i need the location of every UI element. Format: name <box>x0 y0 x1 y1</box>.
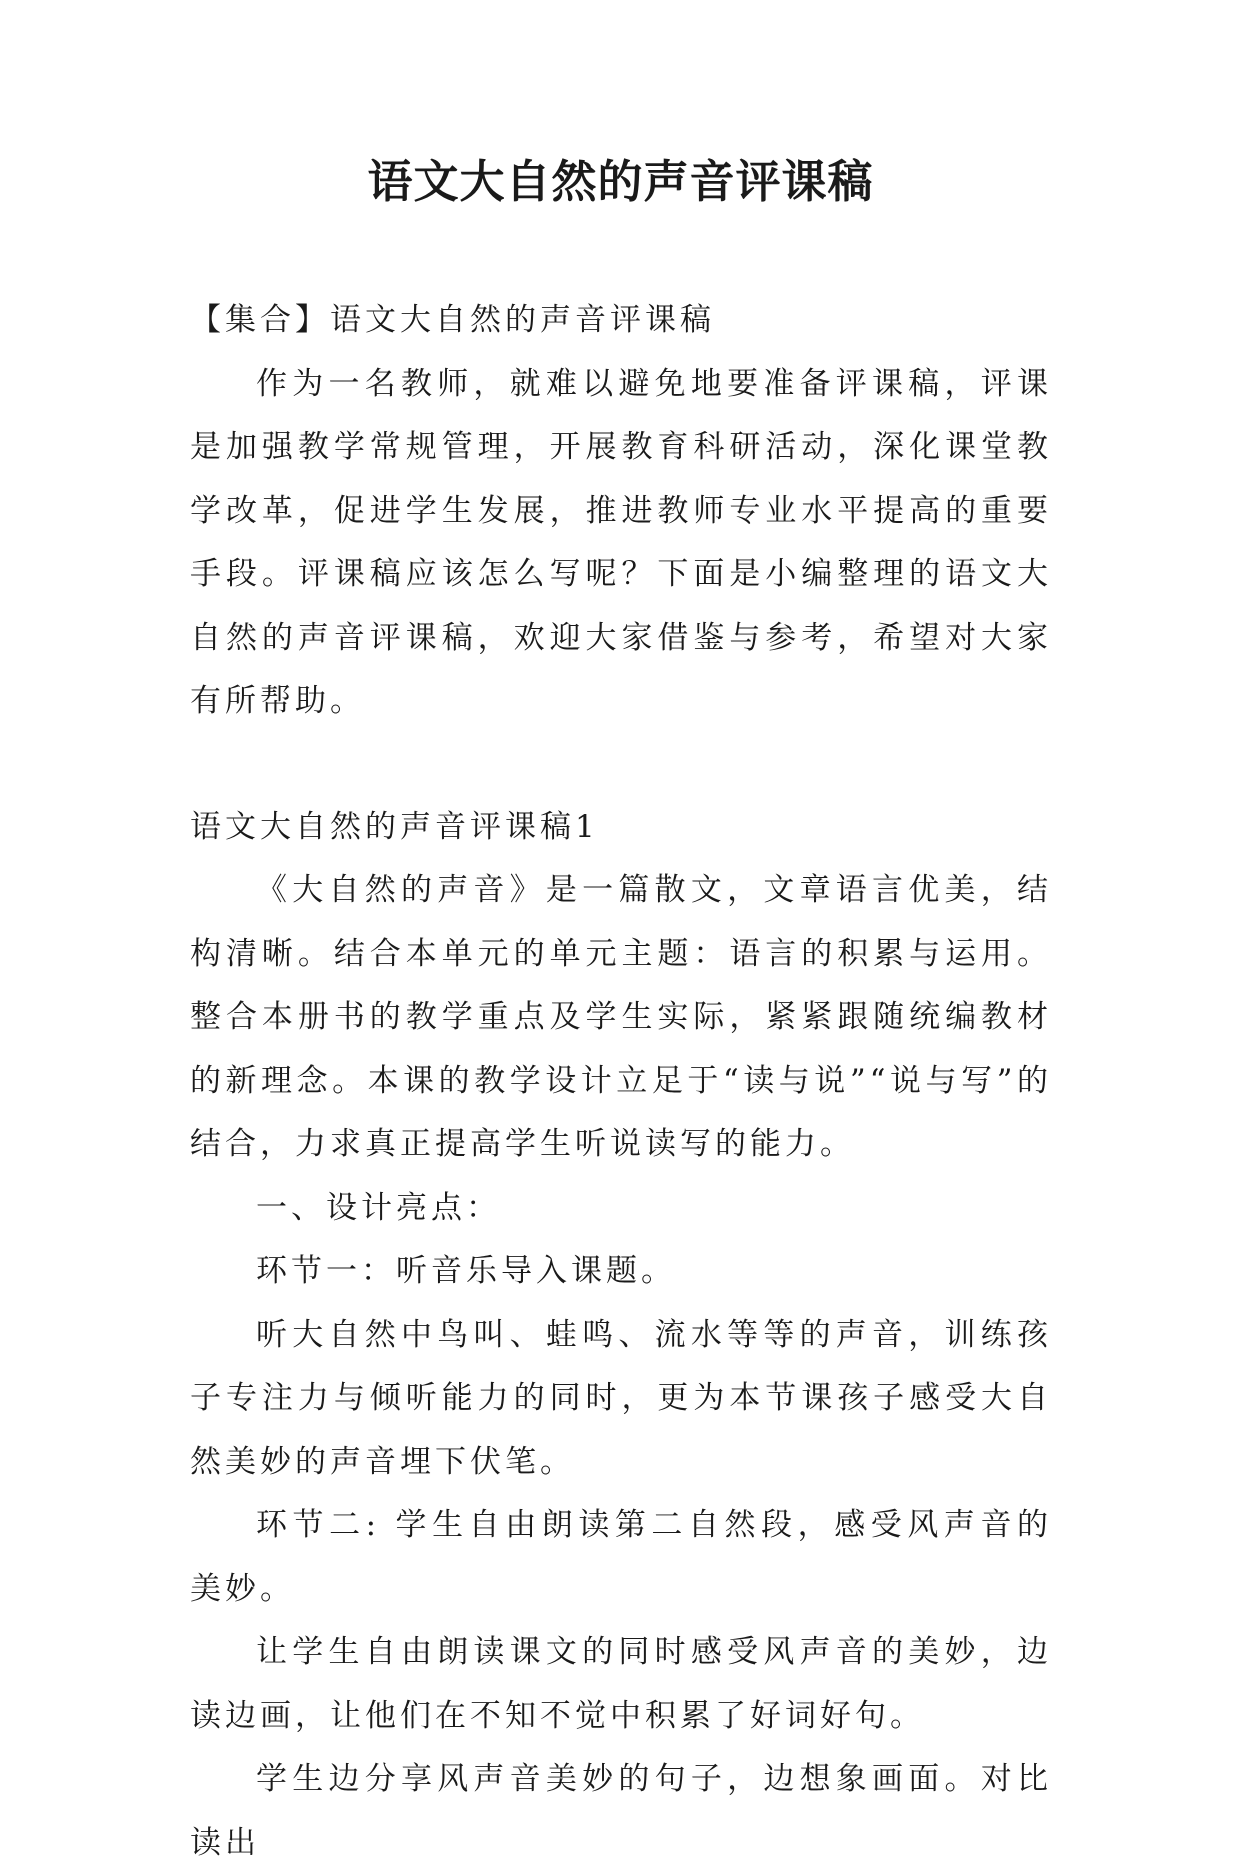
document-body <box>190 289 1052 1875</box>
body-paragraph: 让学生自由朗读课文的同时感受风声音的美妙，边读边画，让他们在不知不觉中积累了好词好句。 <box>190 1634 1052 1734</box>
body-paragraph: 听大自然中鸟叫、蛙鸣、流水等等的声音，训练孩子专注力与倾听能力的同时，更为本节课孩子感受大自然美妙的声音埋下伏笔。 <box>190 1316 1052 1480</box>
collection-heading: 【集合】语文大自然的声音评课稿 <box>190 302 715 338</box>
subsection-heading: 一、设计亮点： <box>256 1189 501 1226</box>
body-paragraph: 学生边分享风声音美妙的句子，边想象画面。对比读出 <box>190 1761 1052 1861</box>
body-paragraph: 《大自然的声音》是一篇散文，文章语言优美，结构清晰。结合本单元的单元主题：语言的积累与运用。整合本册书的教学重点及学生实际，紧紧跟随统编教材的新理念。本课的教学设计立足于“读与说”“说与写”的结合，力求真正提高学生听说读写的能力。 <box>190 872 1052 1162</box>
intro-paragraph: 作为一名教师，就难以避免地要准备评课稿，评课是加强教学常规管理，开展教育科研活动，深化课堂教学改革，促进学生发展，推进教师专业水平提高的重要手段。评课稿应该怎么写呢？下面是小编整理的语文大自然的声音评课稿，欢迎大家借鉴与参考，希望对大家有所帮助。 <box>190 365 1052 719</box>
section-heading: 语文大自然的声音评课稿1 <box>190 808 599 845</box>
step-heading: 环节二: 学生自由朗读第二自然段，感受风声音的美妙。 <box>190 1507 1052 1607</box>
step-heading: 环节一：听音乐导入课题。 <box>256 1253 676 1289</box>
document-title: 语文大自然的声音评课稿 <box>367 155 874 208</box>
